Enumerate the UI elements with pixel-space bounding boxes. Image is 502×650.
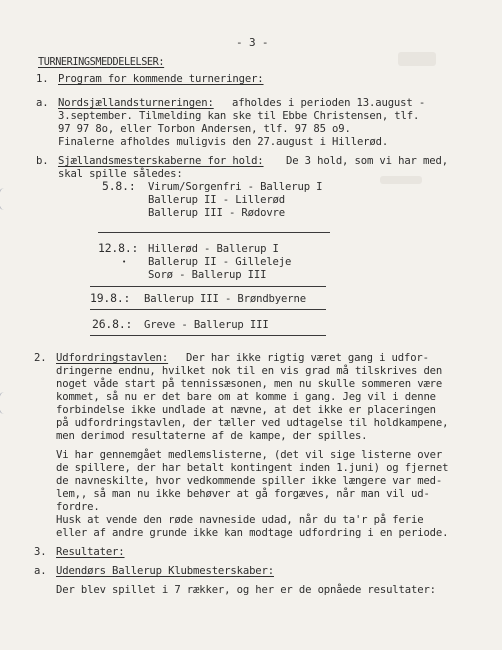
- section-2-number: 2.: [34, 352, 47, 364]
- section-1-title: Program for kommende turneringer:: [58, 73, 264, 85]
- item-1a-title: Nordsjællandsturneringen:: [58, 97, 214, 109]
- paragraph-line: lem,, så man nu ikke behøver at gå forgæves, når man vil ud-: [56, 488, 430, 500]
- item-1a-line: 97 97 8o, eller Torbon Andersen, tlf. 97 85 o9.: [58, 123, 351, 135]
- item-3a-title: Udendørs Ballerup Klubmesterskaber:: [56, 565, 274, 577]
- match-line: Ballerup II - Lillerød: [148, 194, 286, 206]
- item-3a-line: Der blev spillet i 7 rækker, og her er de opnåede resultater:: [56, 584, 436, 596]
- paragraph-line: men derimod resultaterne af de kampe, der spilles.: [56, 430, 368, 442]
- paragraph-line: fordre.: [56, 501, 100, 513]
- section-2-title: Udfordringstavlen:: [56, 352, 169, 364]
- section-3-number: 3.: [34, 546, 47, 558]
- paragraph-line: Der har ikke rigtig været gang i udfor-: [186, 352, 429, 364]
- punch-hole-mark: [0, 392, 11, 414]
- paragraph-line: Husk at vende den røde navneside udad, når du ta'r på ferie: [56, 514, 424, 526]
- match-line: Greve - Ballerup III: [144, 319, 269, 331]
- paragraph-line: på udfordringstavlen, der tæller ved udtagelse til holdkampene,: [56, 417, 449, 429]
- item-1b-title: Sjællandsmesterskaberne for hold:: [58, 155, 264, 167]
- smudge-mark: [398, 52, 436, 66]
- section-heading: TURNERINGSMEDDELELSER:: [38, 57, 165, 68]
- item-3a-label: a.: [34, 565, 47, 577]
- round-date: 26.8.:: [92, 317, 133, 331]
- section-3-title: Resultater:: [56, 546, 125, 558]
- item-1a-line: 3.september. Tilmelding kan ske til Ebbe Christensen, tlf.: [58, 110, 420, 122]
- item-1a-line: afholdes i perioden 13.august -: [232, 97, 426, 109]
- item-1b-label: b.: [36, 155, 49, 167]
- item-1a-line: Finalerne afholdes muligvis den 27.august i Hillerød.: [58, 136, 389, 148]
- match-line: Ballerup III - Rødovre: [148, 207, 286, 219]
- page-number: - 3 -: [236, 36, 269, 49]
- match-line: Virum/Sorgenfri - Ballerup I: [148, 181, 323, 193]
- section-1-number: 1.: [36, 73, 49, 85]
- paragraph-line: eller af andre grunde ikke kan modtage udfordring i en periode.: [56, 527, 449, 539]
- paragraph-line: de navneskilte, hvor vedkommende spiller ikke længere var med-: [56, 475, 443, 487]
- round-date: 19.8.:: [90, 291, 131, 305]
- item-1b-line: skal spille således:: [58, 168, 183, 180]
- bullet-mark: •: [122, 258, 127, 266]
- separator-rule: [90, 286, 326, 287]
- paragraph-line: kommet, så nu er det bare om at komme i gang. Jeg vil i denne: [56, 391, 436, 403]
- separator-rule: [90, 309, 326, 310]
- item-1b-line: De 3 hold, som vi har med,: [286, 155, 448, 167]
- match-line: Ballerup II - Gilleleje: [148, 256, 292, 268]
- paragraph-line: Vi har gennemgået medlemslisterne, (det vil sige listerne over: [56, 449, 443, 461]
- paragraph-line: noget våde start på tennissæsonen, men nu skulle sommeren være: [56, 378, 443, 390]
- separator-rule: [90, 335, 326, 336]
- punch-hole-mark: [0, 188, 11, 210]
- match-line: Sorø - Ballerup III: [148, 269, 267, 281]
- smudge-mark: [380, 176, 422, 184]
- match-line: Ballerup III - Brøndbyerne: [144, 293, 306, 305]
- round-date: 5.8.:: [102, 179, 136, 193]
- separator-rule: [98, 232, 330, 233]
- item-1a-label: a.: [36, 97, 49, 109]
- paragraph-line: forbindelse ikke undlade at nævne, at det ikke er placeringen: [56, 404, 436, 416]
- paragraph-line: de spillere, der har betalt kontingent inden 1.juni) og fjernet: [56, 462, 449, 474]
- match-line: Hillerød - Ballerup I: [148, 243, 279, 255]
- paragraph-line: dringerne endnu, hvilket nok til en vis grad må tilskrives den: [56, 365, 443, 377]
- round-date: 12.8.:: [98, 241, 139, 255]
